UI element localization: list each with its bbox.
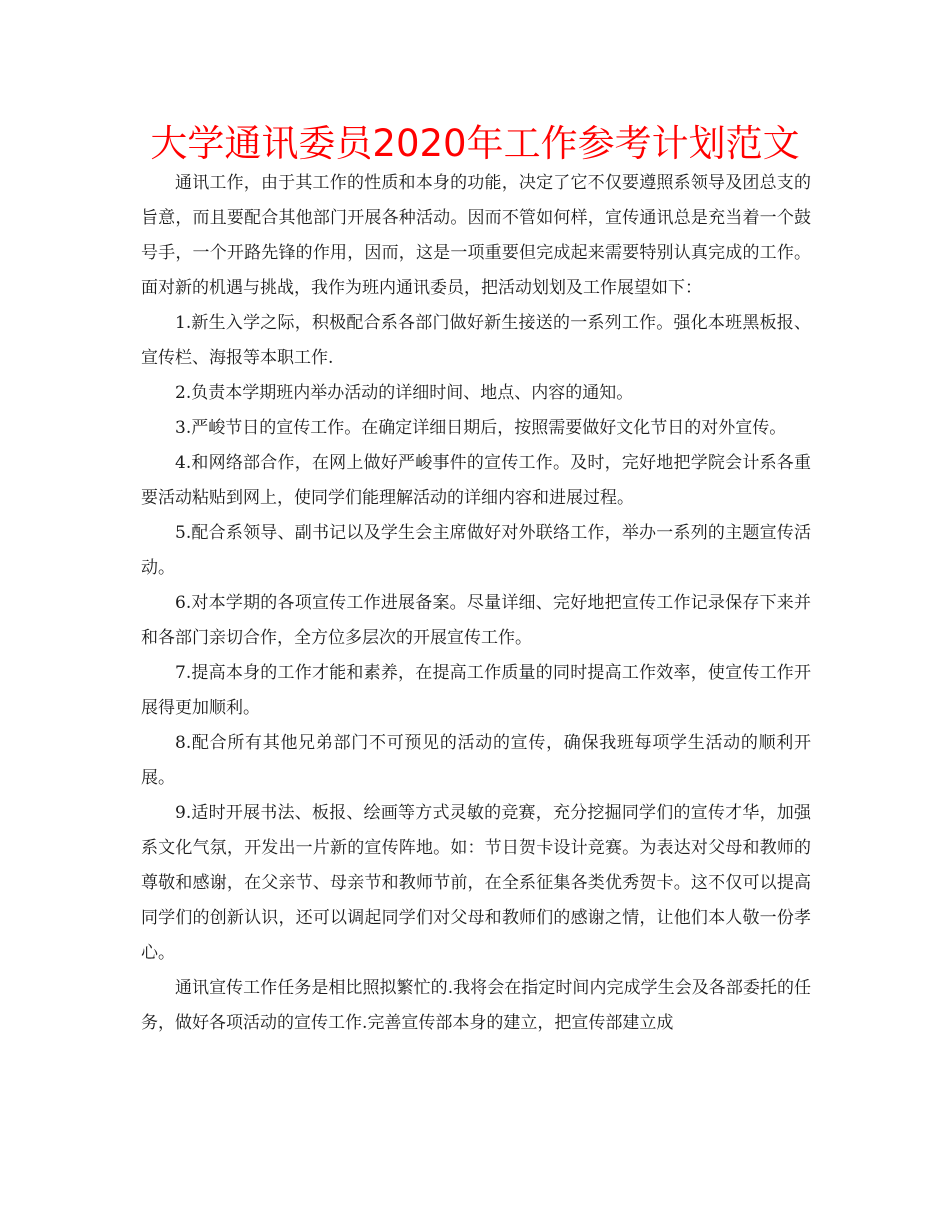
paragraph-item-2: 2.负责本学期班内举办活动的详细时间、地点、内容的通知。 [175, 383, 634, 403]
paragraph-item-1: 1.新生入学之际，积极配合系各部门做好新生接送的一系列工作。强化本班黑板报、宣传栏、海报等本职工作. [141, 313, 811, 368]
document-title: 大学通讯委员2020年工作参考计划范文 [150, 122, 800, 165]
document-body [141, 166, 811, 1041]
paragraph-intro: 通讯工作，由于其工作的性质和本身的功能，决定了它不仅要遵照系领导及团总支的旨意，而且要配合其他部门开展各种活动。因而不管如何样，宣传通讯总是充当着一个鼓号手，一个开路先锋的作用，因而，这是一项重要但完成起来需要特别认真完成的工作。面对新的机遇与挑战，我作为班内通讯委员，把活动划划及工作展望如下： [141, 173, 811, 298]
paragraph-item-3: 3.严峻节日的宣传工作。在确定详细日期后，按照需要做好文化节日的对外宣传。 [175, 418, 787, 438]
paragraph-item-7: 7.提高本身的工作才能和素养，在提高工作质量的同时提高工作效率，使宣传工作开展得更加顺利。 [141, 663, 811, 718]
paragraph-item-5: 5.配合系领导、副书记以及学生会主席做好对外联络工作，举办一系列的主题宣传活动。 [141, 523, 811, 578]
paragraph-item-8: 8.配合所有其他兄弟部门不可预见的活动的宣传，确保我班每项学生活动的顺利开展。 [141, 733, 811, 788]
paragraph-item-4: 4.和网络部合作，在网上做好严峻事件的宣传工作。及时，完好地把学院会计系各重要活动粘贴到网上，使同学们能理解活动的详细内容和进展过程。 [141, 453, 811, 508]
paragraph-item-9: 9.适时开展书法、板报、绘画等方式灵敏的竞赛，充分挖掘同学们的宣传才华，加强系文化气氛，开发出一片新的宣传阵地。如：节日贺卡设计竞赛。为表达对父母和教师的尊敬和感谢，在父亲节、母亲节和教师节前，在全系征集各类优秀贺卡。这不仅可以提高同学们的创新认识，还可以调起同学们对父母和教师们的感谢之情，让他们本人敬一份孝心。 [141, 803, 811, 963]
paragraph-item-6: 6.对本学期的各项宣传工作进展备案。尽量详细、完好地把宣传工作记录保存下来并和各部门亲切合作，全方位多层次的开展宣传工作。 [141, 593, 811, 648]
paragraph-closing: 通讯宣传工作任务是相比照拟繁忙的.我将会在指定时间内完成学生会及各部委托的任务，做好各项活动的宣传工作.完善宣传部本身的建立，把宣传部建立成 [141, 978, 811, 1033]
